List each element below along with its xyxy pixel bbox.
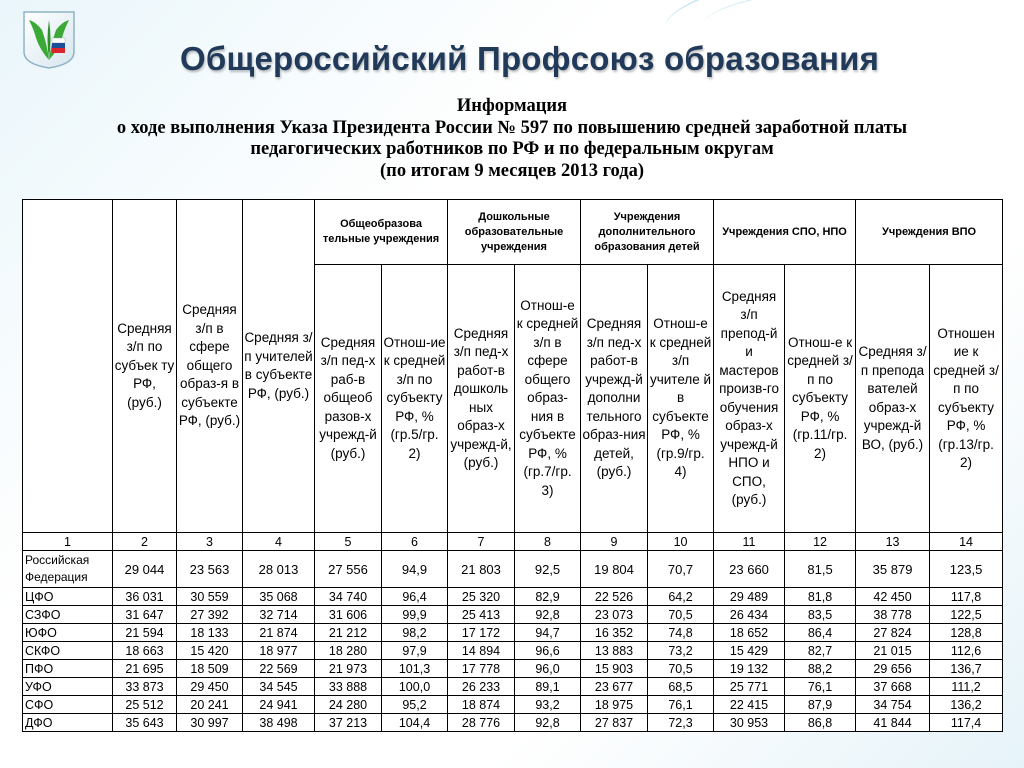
table-cell: 25 771 — [714, 678, 785, 696]
table-row — [23, 642, 1003, 660]
table-cell: 30 997 — [177, 714, 243, 732]
table-cell: 74,8 — [648, 624, 714, 642]
table-cell: 18 133 — [177, 624, 243, 642]
column-number: 3 — [177, 533, 243, 551]
table-cell: 25 512 — [113, 696, 177, 714]
table-cell: 21 015 — [856, 642, 930, 660]
table-cell: 24 941 — [243, 696, 315, 714]
column-number: 9 — [581, 533, 648, 551]
table-cell: 92,5 — [515, 551, 581, 588]
table-cell: 82,9 — [515, 588, 581, 606]
col-header: Средняя з/п по субъек ту РФ, (руб.) — [113, 200, 177, 533]
table-cell: 13 883 — [581, 642, 648, 660]
region-name: Российская Федерация — [23, 551, 113, 588]
table-cell: 98,2 — [382, 624, 448, 642]
table-cell: 35 068 — [243, 588, 315, 606]
table-cell: 117,8 — [930, 588, 1003, 606]
table-cell: 128,8 — [930, 624, 1003, 642]
table-cell: 94,7 — [515, 624, 581, 642]
column-number: 14 — [930, 533, 1003, 551]
table-cell: 87,9 — [785, 696, 856, 714]
table-row — [23, 551, 1003, 588]
table-cell: 18 874 — [448, 696, 515, 714]
region-name: ЦФО — [23, 588, 113, 606]
table-cell: 136,7 — [930, 660, 1003, 678]
union-logo-icon — [20, 8, 78, 70]
column-number: 12 — [785, 533, 856, 551]
subtitle-line: о ходе выполнения Указа Президента России № 597 по повышению средней заработной платы — [116, 117, 908, 138]
table-cell: 36 031 — [113, 588, 177, 606]
table-cell: 34 545 — [243, 678, 315, 696]
table-cell: 97,9 — [382, 642, 448, 660]
column-number: 8 — [515, 533, 581, 551]
table-cell: 94,9 — [382, 551, 448, 588]
table-cell: 30 953 — [714, 714, 785, 732]
table-cell: 33 873 — [113, 678, 177, 696]
table-row — [23, 660, 1003, 678]
region-name: УФО — [23, 678, 113, 696]
subtitle-line: (по итогам 9 месяцев 2013 года) — [380, 160, 644, 181]
table-cell: 70,5 — [648, 660, 714, 678]
table-cell: 21 594 — [113, 624, 177, 642]
table-cell: 76,1 — [785, 678, 856, 696]
group-header-row — [23, 200, 1003, 265]
table-cell: 18 975 — [581, 696, 648, 714]
table-cell: 34 754 — [856, 696, 930, 714]
table-cell: 70,5 — [648, 606, 714, 624]
table-cell: 31 606 — [315, 606, 382, 624]
table-cell: 25 413 — [448, 606, 515, 624]
table-cell: 27 824 — [856, 624, 930, 642]
table-cell: 32 714 — [243, 606, 315, 624]
col-header: Средняя з/п в сфере общего образ-я в субъекте РФ, (руб.) — [177, 200, 243, 533]
col-header: Средняя з/п пед-х работ-в учрежд-й дополни тельного образ-ния детей, (руб.) — [581, 265, 648, 533]
column-number-row — [23, 533, 1003, 551]
table-cell: 81,5 — [785, 551, 856, 588]
table-cell: 100,0 — [382, 678, 448, 696]
table-cell: 83,5 — [785, 606, 856, 624]
table-cell: 15 420 — [177, 642, 243, 660]
table-cell: 27 392 — [177, 606, 243, 624]
col-header: Средняя з/п препода вателей образ-х учрежд-й ВО, (руб.) — [856, 265, 930, 533]
table-cell: 92,8 — [515, 714, 581, 732]
table-cell: 18 652 — [714, 624, 785, 642]
table-cell: 18 280 — [315, 642, 382, 660]
group-header: Общеобразова тельные учреждения — [315, 200, 448, 265]
subtitle-line: Информация — [456, 96, 568, 116]
table-cell: 23 677 — [581, 678, 648, 696]
table-cell: 31 647 — [113, 606, 177, 624]
table-cell: 35 643 — [113, 714, 177, 732]
column-number: 2 — [113, 533, 177, 551]
table-cell: 29 044 — [113, 551, 177, 588]
table-cell: 23 563 — [177, 551, 243, 588]
region-name: ЮФО — [23, 624, 113, 642]
table-cell: 18 509 — [177, 660, 243, 678]
table-cell: 122,5 — [930, 606, 1003, 624]
region-name: СЗФО — [23, 606, 113, 624]
table-cell: 92,8 — [515, 606, 581, 624]
table-cell: 21 803 — [448, 551, 515, 588]
table-cell: 29 656 — [856, 660, 930, 678]
table-cell: 37 668 — [856, 678, 930, 696]
table-row — [23, 714, 1003, 732]
table-cell: 93,2 — [515, 696, 581, 714]
table-cell: 33 888 — [315, 678, 382, 696]
column-number: 6 — [382, 533, 448, 551]
col-header: Средняя з/п пед-х работ-в дошколь ных образ-х учрежд-й, (руб.) — [448, 265, 515, 533]
table-cell: 22 415 — [714, 696, 785, 714]
table-cell: 64,2 — [648, 588, 714, 606]
table-row — [23, 606, 1003, 624]
table-row — [23, 696, 1003, 714]
table-cell: 19 132 — [714, 660, 785, 678]
col-header: Отношен ие к средней з/п по субъекту РФ, % (гр.13/гр. 2) — [930, 265, 1003, 533]
table-cell: 101,3 — [382, 660, 448, 678]
group-header: Дошкольные образовательные учреждения — [448, 200, 581, 265]
table-cell: 29 450 — [177, 678, 243, 696]
table-cell: 96,0 — [515, 660, 581, 678]
table-cell: 22 569 — [243, 660, 315, 678]
col-header: Отнош-ие к средней з/п по субъекту РФ, % (гр.5/гр. 2) — [382, 265, 448, 533]
table-cell: 34 740 — [315, 588, 382, 606]
table-cell: 17 172 — [448, 624, 515, 642]
col-header: Отнош-е к средней з/п по субъекту РФ, % (гр.11/гр. 2) — [785, 265, 856, 533]
table-cell: 21 973 — [315, 660, 382, 678]
table-cell: 136,2 — [930, 696, 1003, 714]
table-cell: 21 874 — [243, 624, 315, 642]
col-header: Средняя з/п пед-х раб-в общеоб разов-х учрежд-й (руб.) — [315, 265, 382, 533]
table-cell: 14 894 — [448, 642, 515, 660]
table-cell: 88,2 — [785, 660, 856, 678]
table-cell: 89,1 — [515, 678, 581, 696]
table-cell: 27 837 — [581, 714, 648, 732]
table-cell: 86,4 — [785, 624, 856, 642]
column-number: 4 — [243, 533, 315, 551]
table-row — [23, 588, 1003, 606]
column-number: 11 — [714, 533, 785, 551]
table-row — [23, 624, 1003, 642]
table-cell: 35 879 — [856, 551, 930, 588]
region-name: СФО — [23, 696, 113, 714]
table-cell: 82,7 — [785, 642, 856, 660]
table-cell: 41 844 — [856, 714, 930, 732]
col-header: Средняя з/п препод-й и мастеров произв-го обучения образ-х учрежд-й НПО и СПО, (руб.) — [714, 265, 785, 533]
table-body — [23, 551, 1003, 732]
col-header: Отнош-е к средней з/п в сфере общего образ-ния в субъекте РФ, % (гр.7/гр. 3) — [515, 265, 581, 533]
table-cell: 23 660 — [714, 551, 785, 588]
table-cell: 19 804 — [581, 551, 648, 588]
salary-table — [22, 199, 1003, 732]
region-header — [23, 200, 113, 533]
table-cell: 112,6 — [930, 642, 1003, 660]
table-cell: 117,4 — [930, 714, 1003, 732]
table-cell: 30 559 — [177, 588, 243, 606]
table-cell: 26 434 — [714, 606, 785, 624]
table-cell: 72,3 — [648, 714, 714, 732]
table-cell: 25 320 — [448, 588, 515, 606]
table-cell: 16 352 — [581, 624, 648, 642]
region-name: ПФО — [23, 660, 113, 678]
table-cell: 38 498 — [243, 714, 315, 732]
table-cell: 38 778 — [856, 606, 930, 624]
group-header: Учреждения ВПО — [856, 200, 1003, 265]
table-cell: 73,2 — [648, 642, 714, 660]
table-cell: 70,7 — [648, 551, 714, 588]
table-cell: 42 450 — [856, 588, 930, 606]
table-cell: 17 778 — [448, 660, 515, 678]
table-cell: 26 233 — [448, 678, 515, 696]
table-cell: 28 776 — [448, 714, 515, 732]
column-number: 5 — [315, 533, 382, 551]
table-cell: 15 903 — [581, 660, 648, 678]
table-cell: 68,5 — [648, 678, 714, 696]
table-cell: 96,6 — [515, 642, 581, 660]
column-number: 7 — [448, 533, 515, 551]
table-cell: 22 526 — [581, 588, 648, 606]
table-cell: 23 073 — [581, 606, 648, 624]
table-cell: 111,2 — [930, 678, 1003, 696]
subtitle-line: педагогических работников по РФ и по федеральным округам — [250, 139, 774, 159]
column-number: 13 — [856, 533, 930, 551]
table-cell: 21 695 — [113, 660, 177, 678]
table-cell: 27 556 — [315, 551, 382, 588]
col-header: Отнош-е к средней з/п учителе й в субъекте РФ, % (гр.9/гр. 4) — [648, 265, 714, 533]
group-header: Учреждения СПО, НПО — [714, 200, 856, 265]
table-cell: 29 489 — [714, 588, 785, 606]
region-name: СКФО — [23, 642, 113, 660]
table-cell: 81,8 — [785, 588, 856, 606]
table-cell: 76,1 — [648, 696, 714, 714]
table-cell: 18 977 — [243, 642, 315, 660]
table-cell: 37 213 — [315, 714, 382, 732]
table-cell: 15 429 — [714, 642, 785, 660]
table-cell: 21 212 — [315, 624, 382, 642]
table-cell: 99,9 — [382, 606, 448, 624]
table-cell: 104,4 — [382, 714, 448, 732]
table-cell: 95,2 — [382, 696, 448, 714]
group-header: Учреждения дополнительного образования детей — [581, 200, 714, 265]
table-cell: 28 013 — [243, 551, 315, 588]
region-name: ДФО — [23, 714, 113, 732]
document-subtitle — [0, 96, 1024, 182]
table-cell: 96,4 — [382, 588, 448, 606]
table-cell: 123,5 — [930, 551, 1003, 588]
table-cell: 20 241 — [177, 696, 243, 714]
table-row — [23, 678, 1003, 696]
page-title: Общероссийский Профсоюз образования — [180, 40, 880, 77]
table-cell: 24 280 — [315, 696, 382, 714]
table-cell: 86,8 — [785, 714, 856, 732]
col-header: Средняя з/п учителей в субъекте РФ, (руб.) — [243, 200, 315, 533]
table-cell: 18 663 — [113, 642, 177, 660]
column-number: 10 — [648, 533, 714, 551]
column-number: 1 — [23, 533, 113, 551]
